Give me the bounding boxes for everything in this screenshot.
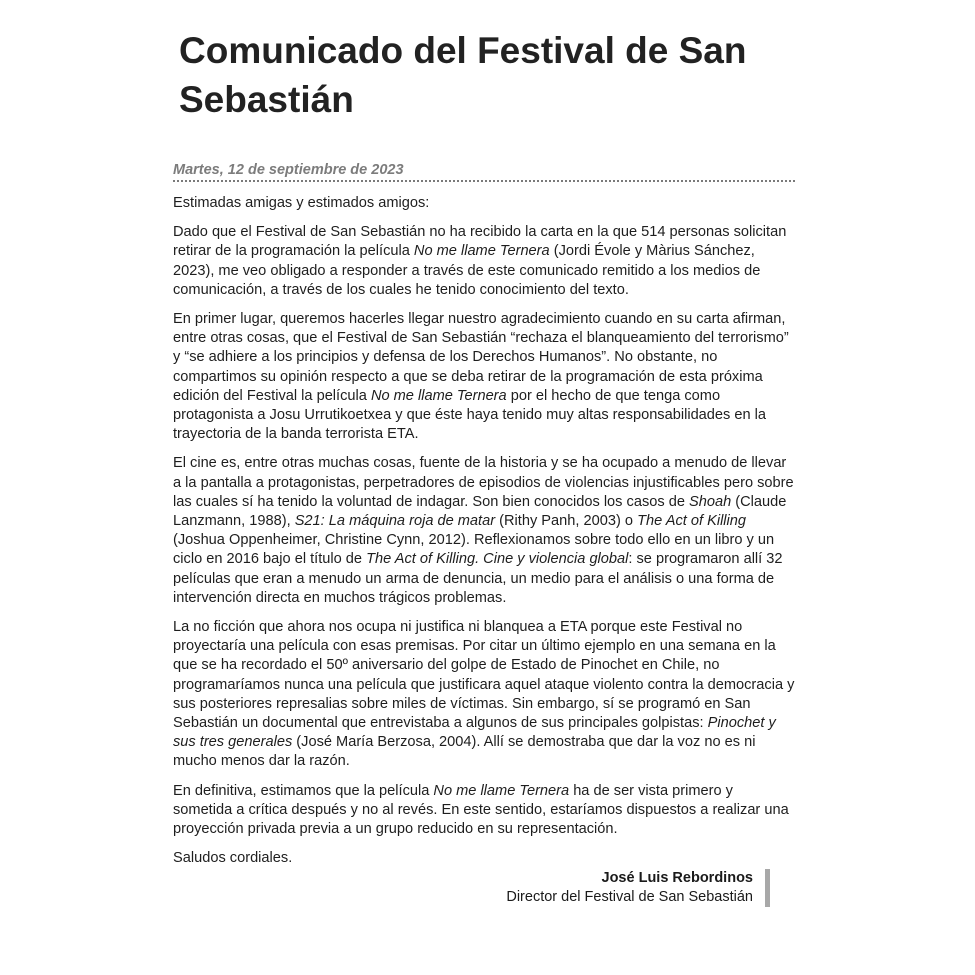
film-title: No me llame Ternera (370, 387, 507, 404)
book-title: The Act of Killing. Cine y violencia global (366, 551, 629, 568)
greeting: Estimadas amigas y estimados amigos: (173, 195, 430, 211)
film-title: Pinochet y sus tres generales (173, 715, 776, 751)
paragraph-3: El cine es, entre otras muchas cosas, fuente de la historia y se ha ocupado a menudo de llevar a la pantalla a protagonistas, perpetradores de episodios de violencias injustificables pero sobre las cuales sí ha tenido la voluntad de indagar. Son bien conocidos los casos de Shoah (Claude Lanzmann, 1988), S21: La máquina roja de matar (Rithy Panh, 2003) o The Act of Killing (Joshua Oppenheimer, Christine Cynn, 2012). Reflexionamos sobre todo ello en un libro y un ciclo en 2016 bajo el título de The Act of Killing. Cine y violencia global: se programaron allí 32 películas que eran a menudo un arma de denuncia, un medio para el análisis o una forma de intervención directa en muchos trágicos problemas. (173, 455, 794, 606)
film-title: S21: La máquina roja de matar (294, 513, 496, 530)
signatory-role: Director del Festival de San Sebastián (506, 889, 753, 905)
page-title: Comunicado del Festival de San Sebastián (179, 30, 747, 120)
signature-block (400, 869, 770, 907)
paragraph-4: La no ficción que ahora nos ocupa ni justifica ni blanquea a ETA porque este Festival no proyectaría una película con esas premisas. Por citar un último ejemplo en una semana en la que se ha recordado el 50º aniversario del golpe de Estado de Pinochet en Chile, no programaríamos nunca una película que justificara aquel ataque violento contra la democracia y sus posteriores represalias sobre miles de víctimas. Sin embargo, sí se programó en San Sebastián un documental que entrevistaba a algunos de sus principales golpistas: Pinochet y sus tres generales (José María Berzosa, 2004). Allí se demostraba que dar la voz no es ni mucho menos dar la razón. (173, 619, 795, 770)
paragraph-2: En primer lugar, queremos hacerles llegar nuestro agradecimiento cuando en su carta afirman, entre otras cosas, que el Festival de San Sebastián “rechaza el blanqueamiento del terrorismo” y “se adhiere a los principios y defensa de los Derechos Humanos”. No obstante, no compartimos su opinión respecto a que se deba retirar de la programación de esta próxima edición del Festival la película No me llame Ternera por el hecho de que tenga como protagonista a Josu Urrutikoetxea y que éste haya tenido muy altas responsabilidades en la trayectoria de la banda terrorista ETA. (173, 311, 789, 443)
press-release (173, 26, 795, 879)
article-body (173, 194, 795, 869)
signatory-name: José Luis Rebordinos (601, 870, 753, 886)
paragraph-5: En definitiva, estimamos que la película No me llame Ternera ha de ser vista primero y sometida a crítica después y no al revés. En este sentido, estaríamos dispuestos a realizar una proyección privada previa a un grupo reducido en su representación. (173, 782, 789, 838)
film-title: No me llame Ternera (433, 782, 570, 799)
paragraph-1: Dado que el Festival de San Sebastián no ha recibido la carta en la que 514 personas solicitan retirar de la programación la película No me llame Ternera (Jordi Évole y Màrius Sánchez, 2023), me veo obligado a responder a través de este comunicado remitido a los medios de comunicación, a través de los cuales he tenido conocimiento del texto. (173, 224, 787, 298)
film-title: Shoah (689, 493, 732, 510)
film-title: The Act of Killing (637, 513, 747, 530)
publication-date: Martes, 12 de septiembre de 2023 (173, 161, 795, 182)
closing: Saludos cordiales. (173, 850, 293, 867)
film-title: No me llame Ternera (413, 243, 550, 260)
